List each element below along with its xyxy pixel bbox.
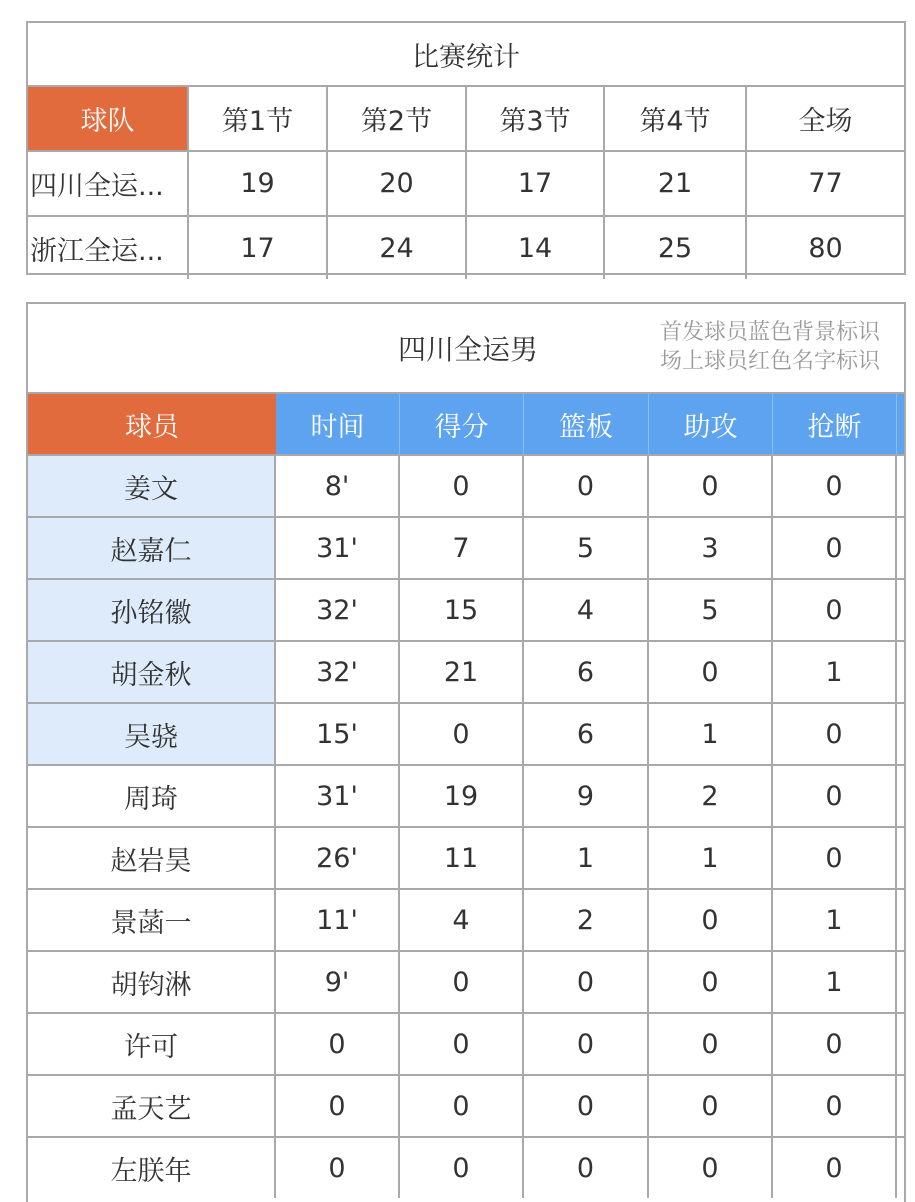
row-edge [897, 580, 904, 640]
row-edge [897, 1014, 904, 1074]
stat-time: 32' [276, 580, 400, 640]
stat-points: 19 [400, 766, 524, 826]
stat-rebounds: 6 [524, 704, 649, 764]
player-name: 许可 [28, 1014, 276, 1074]
stat-points: 0 [400, 1138, 524, 1198]
player-name: 姜文 [28, 456, 276, 516]
score-q1: 19 [189, 152, 328, 215]
row-edge [897, 456, 904, 516]
stat-assists: 0 [649, 952, 773, 1012]
score-table-title: 比赛统计 [28, 23, 904, 87]
stat-points: 7 [400, 518, 524, 578]
stat-points: 4 [400, 890, 524, 950]
header-assists[interactable]: 助攻 [649, 394, 773, 454]
stat-rebounds: 0 [524, 1138, 649, 1198]
stat-rebounds: 0 [524, 1076, 649, 1136]
stat-points: 0 [400, 1076, 524, 1136]
score-q1: 17 [189, 217, 328, 279]
player-name: 孟天艺 [28, 1076, 276, 1136]
stat-time: 31' [276, 766, 400, 826]
stat-points: 11 [400, 828, 524, 888]
stat-steals: 0 [773, 518, 897, 578]
player-header-row [28, 394, 904, 454]
stat-points: 0 [400, 1014, 524, 1074]
legend [660, 318, 880, 376]
stat-steals: 0 [773, 828, 897, 888]
player-name: 胡金秋 [28, 642, 276, 702]
stat-time: 26' [276, 828, 400, 888]
score-row-team-1 [28, 152, 904, 217]
stat-assists: 0 [649, 1138, 773, 1198]
player-row[interactable] [28, 764, 904, 826]
player-rows [28, 454, 904, 1198]
stat-steals: 0 [773, 1076, 897, 1136]
stat-points: 21 [400, 642, 524, 702]
stat-assists: 2 [649, 766, 773, 826]
player-name: 孙铭徽 [28, 580, 276, 640]
score-row-team-2 [28, 217, 904, 279]
row-edge [897, 766, 904, 826]
stat-time: 0 [276, 1138, 400, 1198]
stat-rebounds: 0 [524, 1014, 649, 1074]
stat-rebounds: 5 [524, 518, 649, 578]
stat-assists: 0 [649, 1014, 773, 1074]
player-row[interactable] [28, 640, 904, 702]
stat-assists: 3 [649, 518, 773, 578]
score-q4: 21 [605, 152, 747, 215]
row-edge [897, 704, 904, 764]
stat-time: 15' [276, 704, 400, 764]
player-row[interactable] [28, 888, 904, 950]
header-q2: 第2节 [328, 87, 467, 150]
row-edge [897, 642, 904, 702]
stat-rebounds: 4 [524, 580, 649, 640]
row-edge [897, 1138, 904, 1198]
player-name: 吴骁 [28, 704, 276, 764]
player-row[interactable] [28, 516, 904, 578]
player-row[interactable] [28, 1136, 904, 1198]
player-name: 景菡一 [28, 890, 276, 950]
score-q3: 14 [467, 217, 605, 279]
row-edge [897, 518, 904, 578]
player-row[interactable] [28, 1074, 904, 1136]
stat-steals: 0 [773, 766, 897, 826]
stat-rebounds: 2 [524, 890, 649, 950]
stat-points: 0 [400, 952, 524, 1012]
team-title: 四川全运男 [397, 333, 538, 366]
stat-points: 0 [400, 456, 524, 516]
stat-assists: 5 [649, 580, 773, 640]
stat-steals: 0 [773, 1014, 897, 1074]
header-more [897, 394, 904, 454]
player-name: 左朕年 [28, 1138, 276, 1198]
header-total: 全场 [798, 106, 853, 137]
stat-rebounds: 9 [524, 766, 649, 826]
stat-steals: 0 [773, 1138, 897, 1198]
header-q1: 第1节 [189, 87, 328, 150]
player-stats-table [26, 302, 906, 1202]
stat-time: 11' [276, 890, 400, 950]
stat-rebounds: 0 [524, 456, 649, 516]
player-name: 赵岩昊 [28, 828, 276, 888]
header-player: 球员 [28, 394, 276, 454]
legend-on-court: 场上球员红色名字标识 [659, 349, 880, 374]
score-header-row [28, 87, 904, 152]
score-q2: 20 [328, 152, 467, 215]
header-time[interactable]: 时间 [276, 394, 400, 454]
player-name: 赵嘉仁 [28, 518, 276, 578]
row-edge [897, 828, 904, 888]
stat-points: 0 [400, 704, 524, 764]
stat-points: 15 [400, 580, 524, 640]
stat-assists: 1 [649, 704, 773, 764]
header-team: 球队 [28, 87, 189, 150]
stat-time: 8' [276, 456, 400, 516]
player-row[interactable] [28, 702, 904, 764]
score-q4: 25 [605, 217, 747, 279]
team-name[interactable]: 浙江全运... [28, 217, 189, 279]
header-points[interactable]: 得分 [400, 394, 524, 454]
player-row[interactable] [28, 454, 904, 516]
score-total: 80 [808, 232, 843, 264]
team-name[interactable]: 四川全运... [28, 152, 189, 215]
stat-assists: 0 [649, 456, 773, 516]
stat-assists: 0 [649, 642, 773, 702]
player-name: 胡钧淋 [28, 952, 276, 1012]
header-rebounds[interactable]: 篮板 [524, 394, 649, 454]
stat-time: 31' [276, 518, 400, 578]
stat-assists: 0 [649, 1076, 773, 1136]
stat-rebounds: 6 [524, 642, 649, 702]
player-name: 周琦 [28, 766, 276, 826]
stat-time: 0 [276, 1014, 400, 1074]
stat-steals: 0 [773, 456, 897, 516]
stat-steals: 1 [773, 890, 897, 950]
header-steals[interactable]: 抢断 [773, 394, 897, 454]
stat-rebounds: 0 [524, 952, 649, 1012]
player-row[interactable] [28, 578, 904, 640]
stat-rebounds: 1 [524, 828, 649, 888]
stat-assists: 1 [649, 828, 773, 888]
row-edge [897, 952, 904, 1012]
stat-steals: 0 [773, 580, 897, 640]
row-edge [897, 890, 904, 950]
player-row[interactable] [28, 826, 904, 888]
stat-time: 9' [276, 952, 400, 1012]
stat-steals: 1 [773, 642, 897, 702]
row-edge [897, 1076, 904, 1136]
score-q3: 17 [467, 152, 605, 215]
stat-time: 0 [276, 1076, 400, 1136]
score-q2: 24 [328, 217, 467, 279]
stat-time: 32' [276, 642, 400, 702]
player-row[interactable] [28, 950, 904, 1012]
stat-assists: 0 [649, 890, 773, 950]
legend-starter: 首发球员蓝色背景标识 [659, 320, 880, 345]
score-total: 77 [808, 168, 843, 199]
stat-steals: 0 [773, 704, 897, 764]
score-table [26, 21, 906, 275]
header-q4: 第4节 [605, 87, 747, 150]
player-row[interactable] [28, 1012, 904, 1074]
header-q3: 第3节 [467, 87, 605, 150]
player-table-title-bar [28, 304, 904, 394]
stat-steals: 1 [773, 952, 897, 1012]
